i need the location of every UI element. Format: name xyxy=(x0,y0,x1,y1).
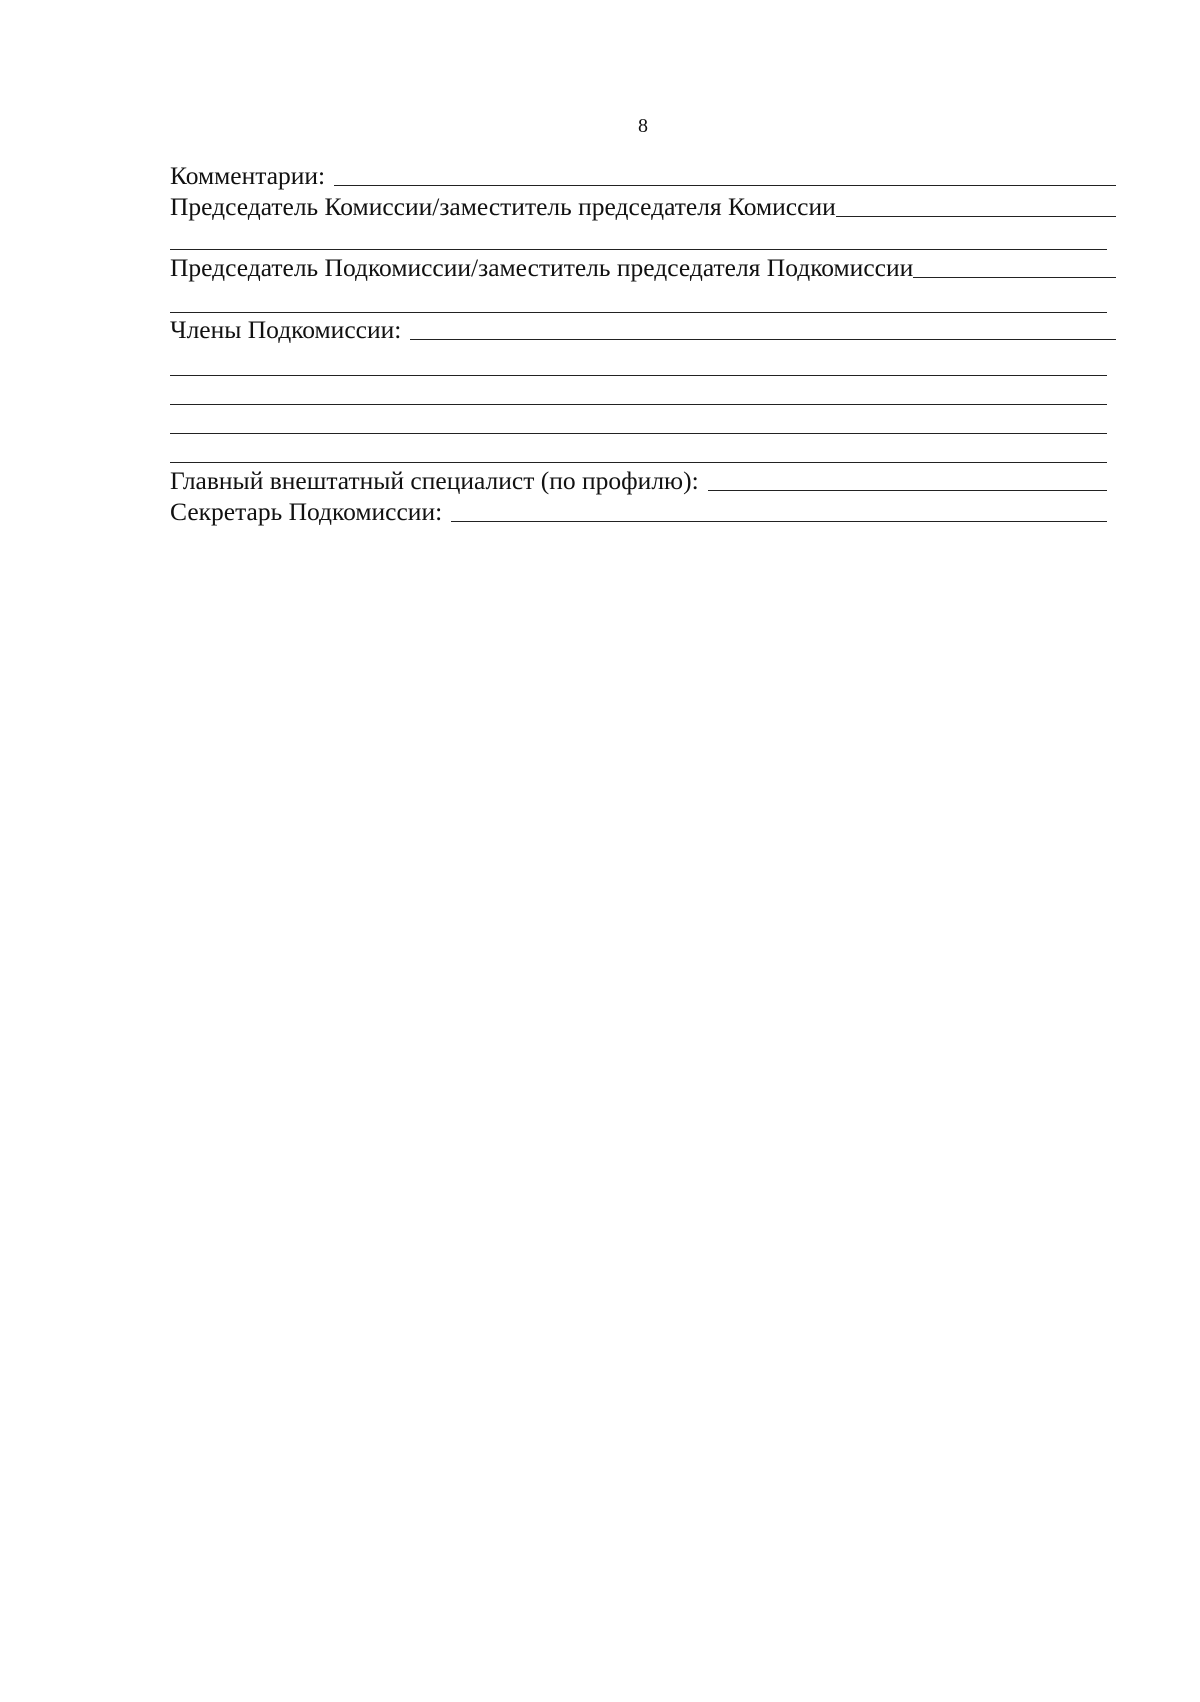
chief-specialist-label: Главный внештатный специалист (по профилю): xyxy=(170,466,699,495)
commission-chair-row xyxy=(170,191,1116,222)
comments-row xyxy=(170,160,1116,191)
secretary-label: Секретарь Подкомиссии: xyxy=(170,497,443,526)
comments-field[interactable] xyxy=(334,185,1116,186)
chief-specialist-field[interactable] xyxy=(708,490,1107,491)
commission-chair-label: Председатель Комиссии/заместитель председателя Комиссии xyxy=(170,192,836,221)
chief-specialist-row xyxy=(170,465,1107,496)
members-field[interactable] xyxy=(410,339,1116,340)
secretary-row xyxy=(170,496,1107,527)
commission-chair-signature-field[interactable] xyxy=(836,216,1116,217)
members-row xyxy=(170,314,1116,345)
subcommission-chair-signature-field[interactable] xyxy=(913,277,1116,278)
members-label: Члены Подкомиссии: xyxy=(170,315,402,344)
subcommission-chair-label: Председатель Подкомиссии/заместитель председателя Подкомиссии xyxy=(170,253,914,282)
page-number: 8 xyxy=(638,115,648,137)
signature-form xyxy=(170,160,1116,527)
secretary-field[interactable] xyxy=(451,521,1107,522)
comments-label: Комментарии: xyxy=(170,161,326,190)
subcommission-chair-row xyxy=(170,252,1116,283)
